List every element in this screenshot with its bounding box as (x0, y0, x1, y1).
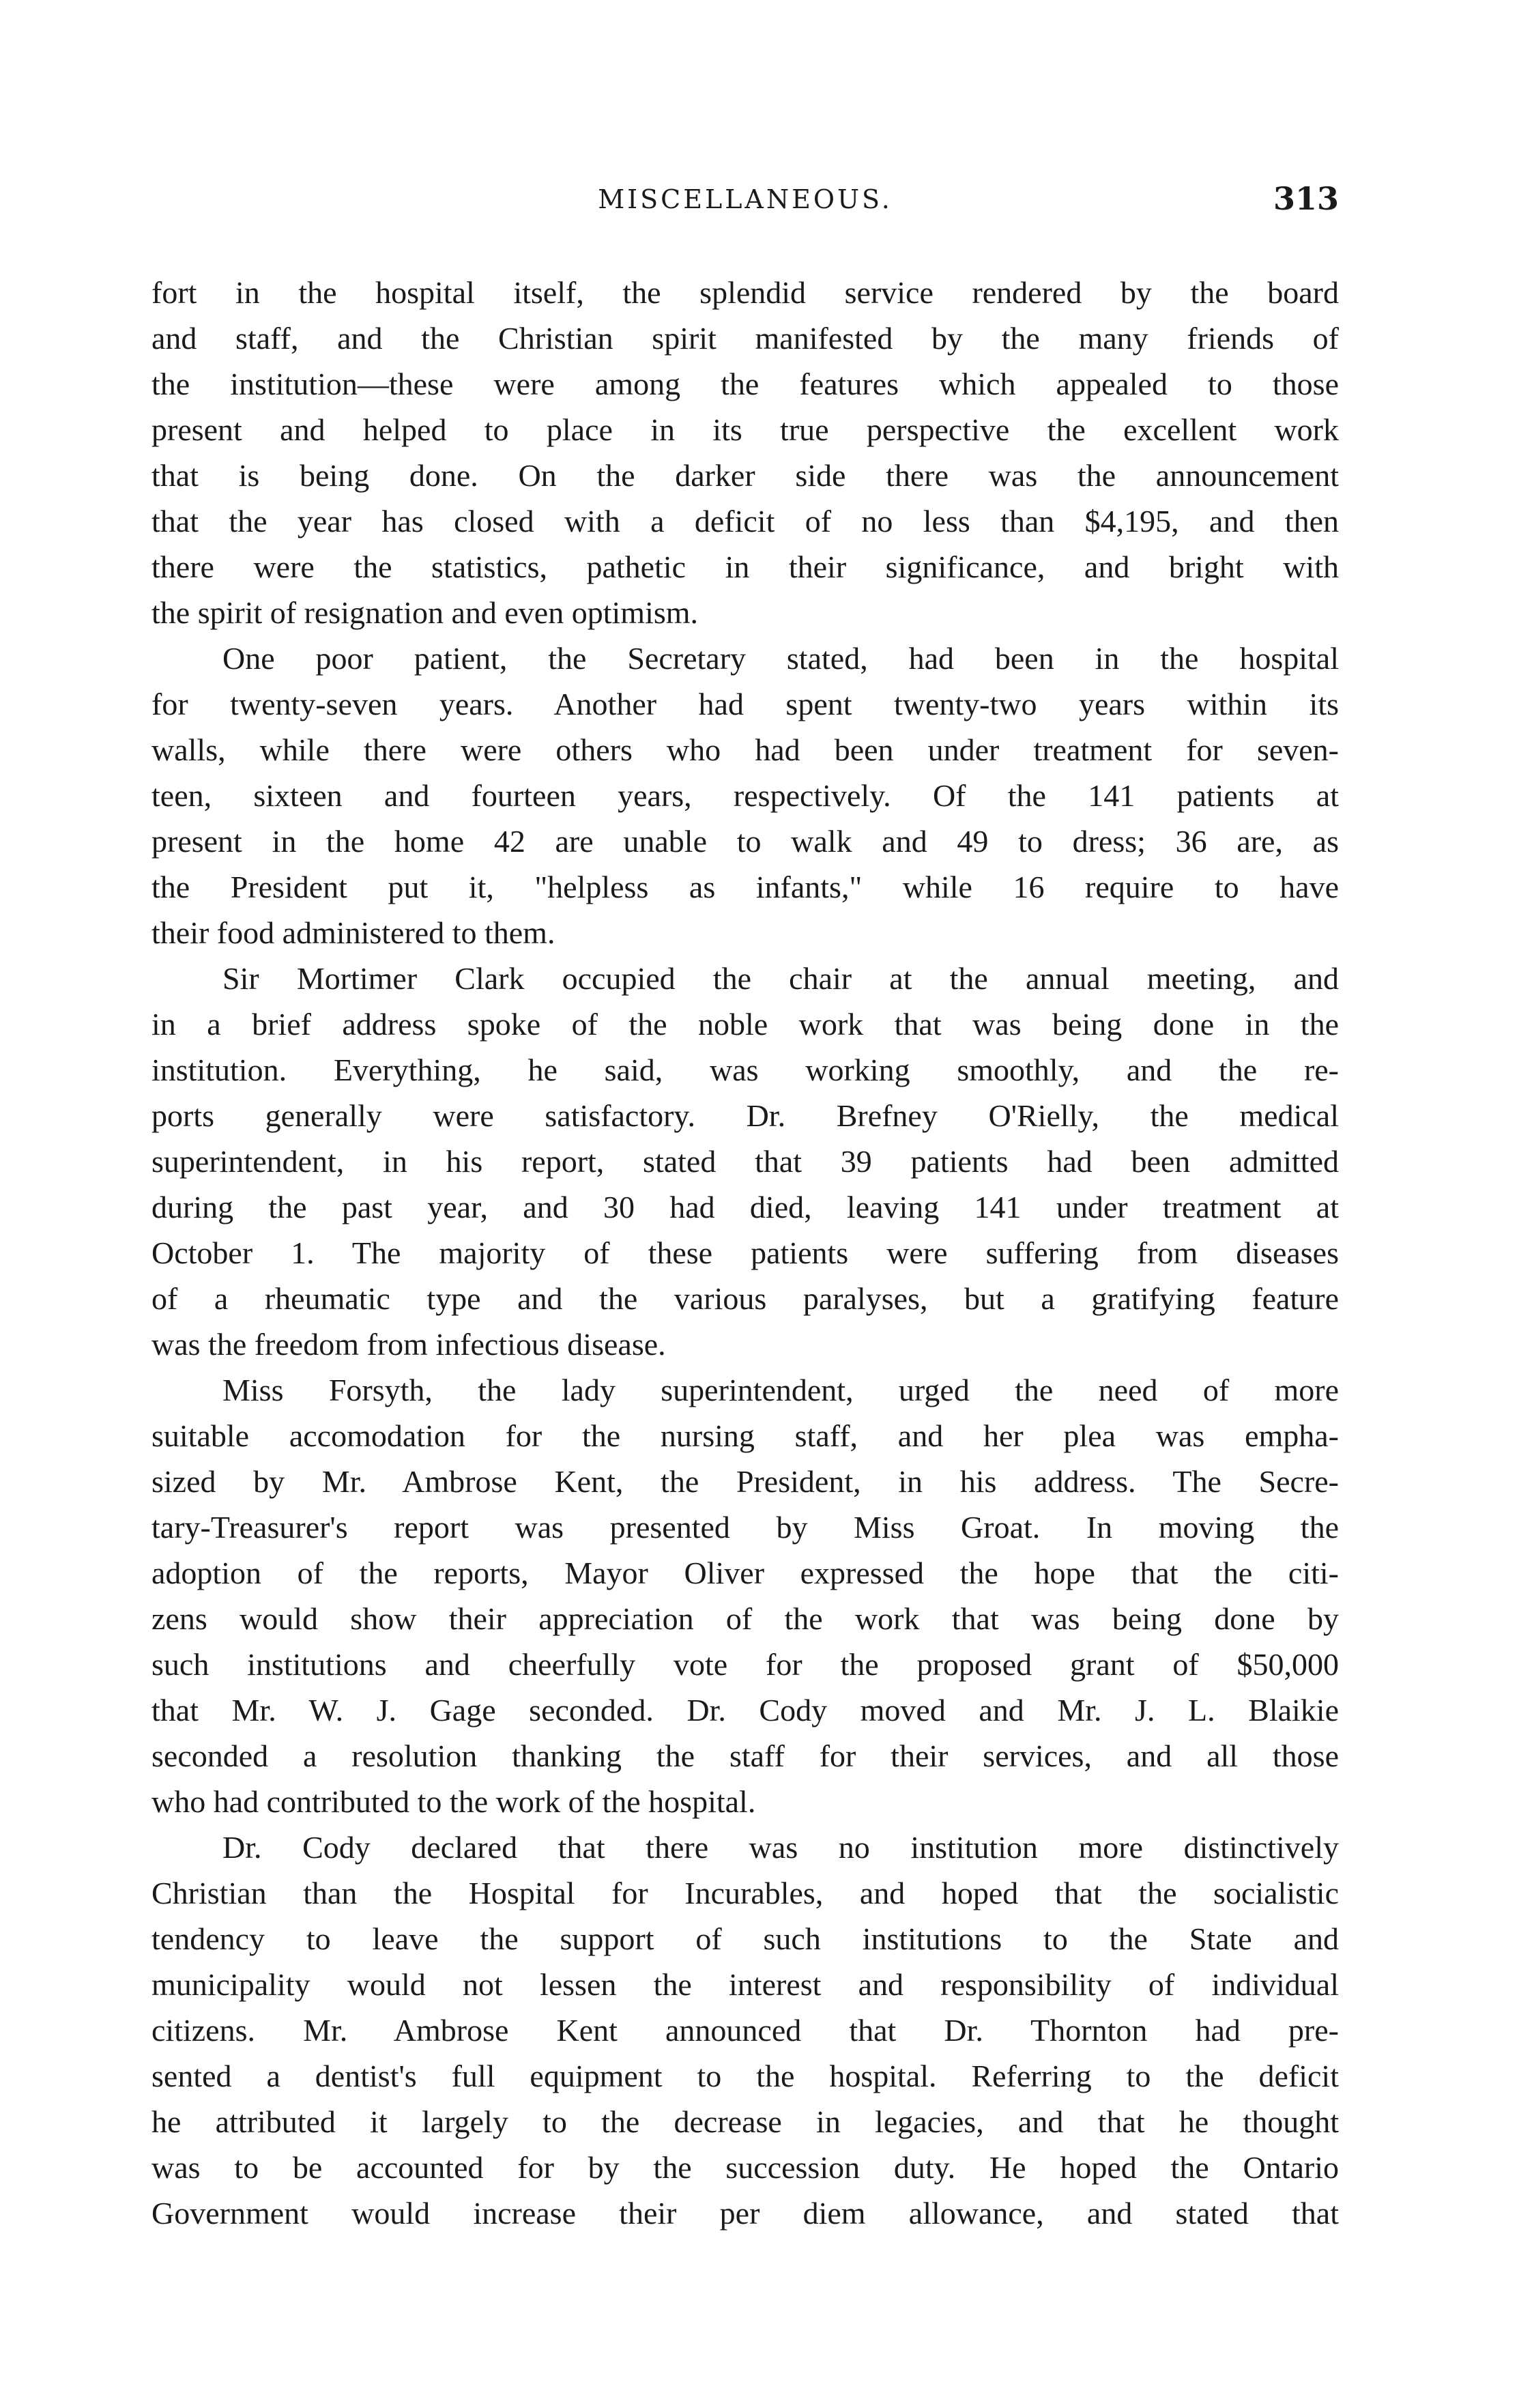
text-line: there were the statistics, pathetic in their significance, and bright with (151, 549, 1339, 584)
text-line: sented a dentist's full equipment to the hospital. Referring to the deficit (151, 2059, 1339, 2093)
paragraph (151, 1367, 1339, 1824)
paragraph (151, 270, 1339, 635)
text-line: during the past year, and 30 had died, leaving 141 under treatment at (151, 1190, 1339, 1224)
text-line: present and helped to place in its true perspective the excellent work (151, 412, 1339, 447)
running-head: MISCELLANEOUS. (598, 184, 893, 214)
body-text (151, 270, 1339, 2236)
text-line: in a brief address spoke of the noble work that was being done in the (151, 1007, 1339, 1042)
text-line: ports generally were satisfactory. Dr. Brefney O'Rielly, the medical (151, 1098, 1339, 1133)
text-line: municipality would not lessen the interest and responsibility of individual (151, 1967, 1339, 2002)
text-line: tary-Treasurer's report was presented by Miss Groat. In moving the (151, 1510, 1339, 1545)
text-line: zens would show their appreciation of the work that was being done by (151, 1601, 1339, 1636)
text-line: Sir Mortimer Clark occupied the chair at the annual meeting, and (222, 961, 1339, 996)
text-line: was the freedom from infectious disease. (151, 1327, 666, 1362)
page-number: 313 (1273, 180, 1339, 217)
text-line: of a rheumatic type and the various paralyses, but a gratifying feature (151, 1281, 1339, 1316)
text-line: that Mr. W. J. Gage seconded. Dr. Cody moved and Mr. J. L. Blaikie (151, 1693, 1339, 1728)
text-line: teen, sixteen and fourteen years, respectively. Of the 141 patients at (151, 778, 1339, 813)
text-line: One poor patient, the Secretary stated, had been in the hospital (222, 641, 1339, 676)
text-line: tendency to leave the support of such institutions to the State and (151, 1921, 1339, 1956)
text-line: Government would increase their per diem allowance, and stated that (151, 2196, 1339, 2231)
text-line: and staff, and the Christian spirit manifested by the many friends of (151, 321, 1339, 356)
text-line: sized by Mr. Ambrose Kent, the President, in his address. The Secre- (151, 1464, 1339, 1499)
text-line: who had contributed to the work of the hospital. (151, 1784, 756, 1819)
text-line: Christian than the Hospital for Incurables, and hoped that the socialistic (151, 1876, 1339, 1910)
text-line: superintendent, in his report, stated that 39 patients had been admitted (151, 1144, 1339, 1179)
text-line: institution. Everything, he said, was working smoothly, and the re- (151, 1052, 1339, 1087)
paragraph (151, 635, 1339, 956)
text-line: adoption of the reports, Mayor Oliver expressed the hope that the citi- (151, 1556, 1339, 1590)
text-line: walls, while there were others who had been under treatment for seven- (151, 732, 1339, 767)
text-line: present in the home 42 are unable to walk and 49 to dress; 36 are, as (151, 824, 1339, 859)
text-line: their food administered to them. (151, 915, 555, 950)
text-line: he attributed it largely to the decrease in legacies, and that he thought (151, 2104, 1339, 2139)
paragraph (151, 956, 1339, 1367)
text-line: the spirit of resignation and even optimism. (151, 595, 699, 630)
text-line: seconded a resolution thanking the staff for their services, and all those (151, 1738, 1339, 1773)
paragraph (151, 1824, 1339, 2236)
text-line: Dr. Cody declared that there was no institution more distinctively (222, 1830, 1339, 1865)
text-line: October 1. The majority of these patients were suffering from diseases (151, 1235, 1339, 1270)
text-line: for twenty-seven years. Another had spent twenty-two years within its (151, 687, 1339, 721)
text-line: the institution—these were among the features which appealed to those (151, 367, 1339, 401)
text-line: was to be accounted for by the succession duty. He hoped the Ontario (151, 2150, 1339, 2185)
text-line: fort in the hospital itself, the splendid service rendered by the board (151, 275, 1339, 310)
text-line: such institutions and cheerfully vote for the proposed grant of $50,000 (151, 1647, 1339, 1682)
text-line: the President put it, "helpless as infants," while 16 require to have (151, 870, 1339, 904)
text-line: suitable accomodation for the nursing staff, and her plea was empha- (151, 1418, 1339, 1453)
text-line: Miss Forsyth, the lady superintendent, urged the need of more (222, 1373, 1339, 1407)
text-line: citizens. Mr. Ambrose Kent announced that Dr. Thornton had pre- (151, 2013, 1339, 2048)
page-header (151, 180, 1339, 232)
text-line: that the year has closed with a deficit of no less than $4,195, and then (151, 504, 1339, 539)
text-line: that is being done. On the darker side there was the announcement (151, 458, 1339, 493)
